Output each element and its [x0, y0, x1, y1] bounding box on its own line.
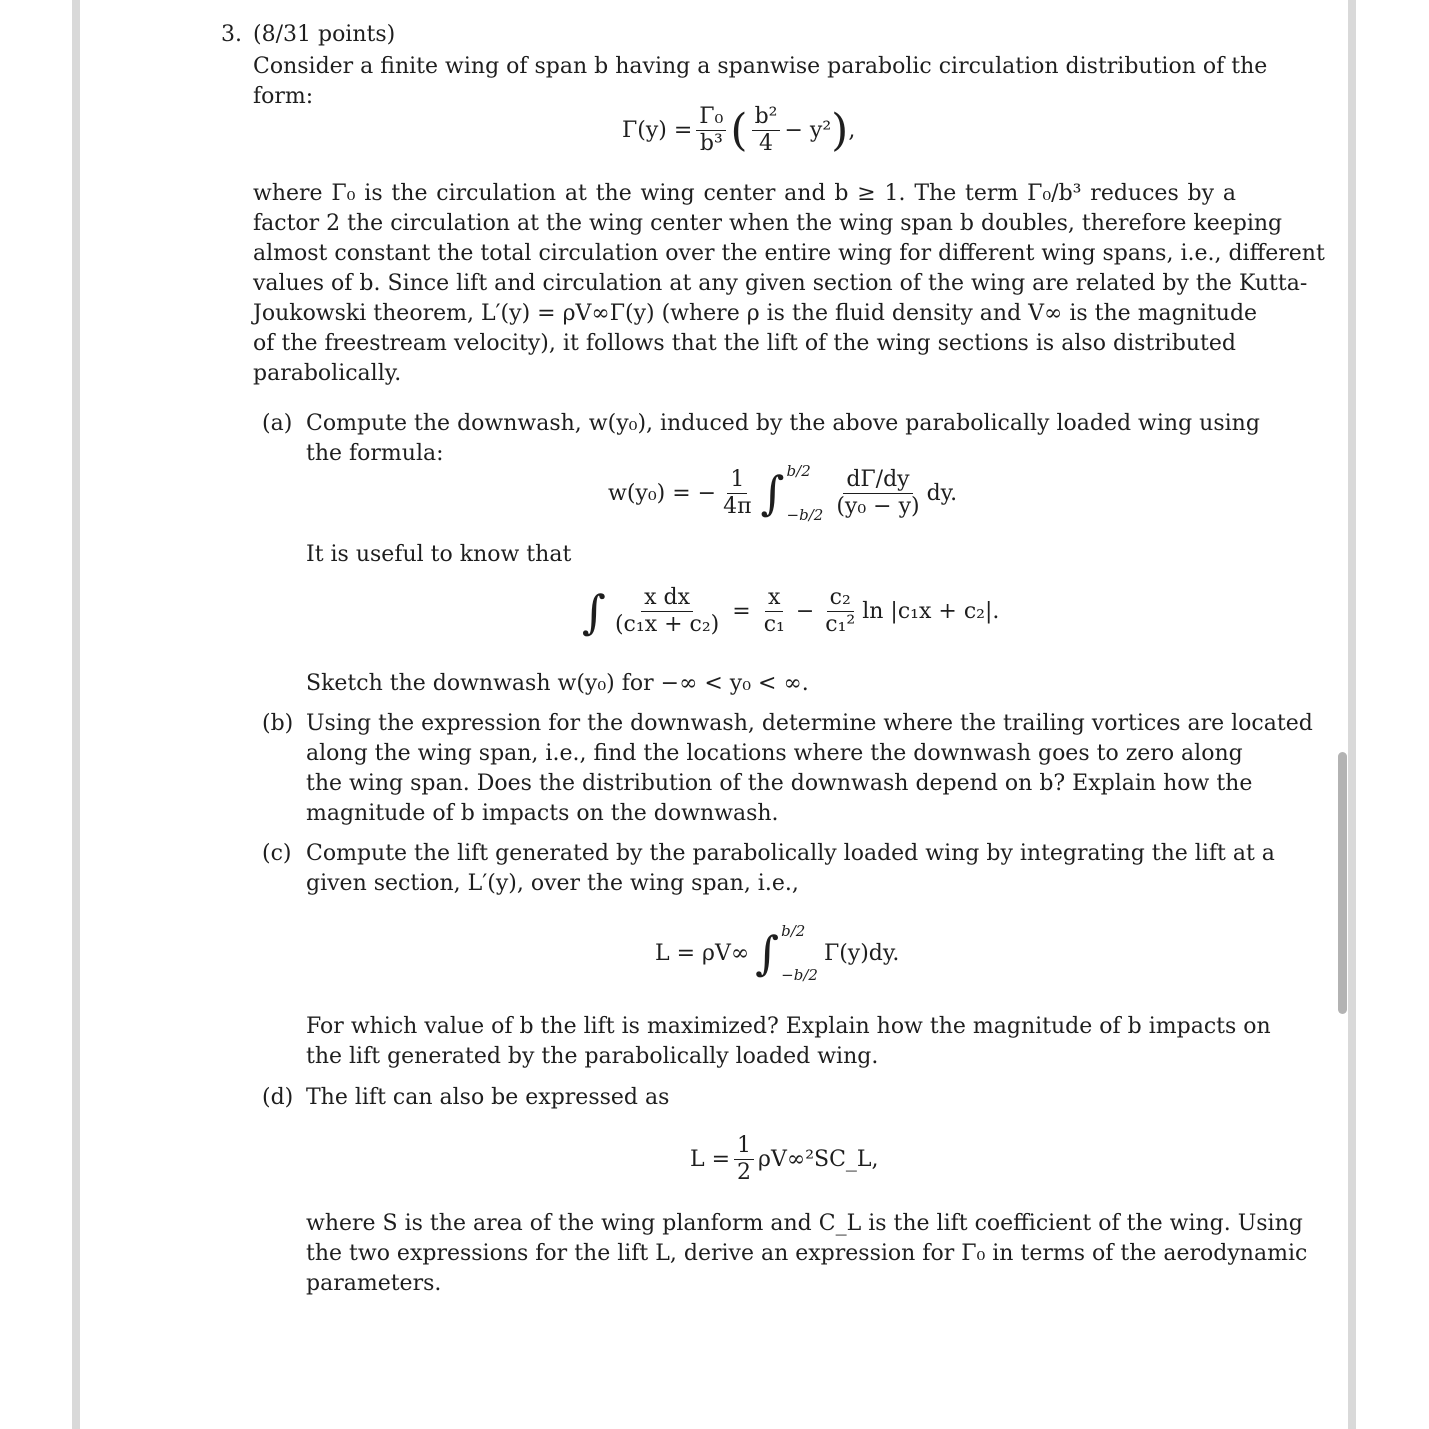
eq-term: ρV∞²SC_L, [758, 1147, 879, 1172]
text-line: For which value of b the lift is maximized? Explain how the magnitude of b impacts on [306, 1014, 1271, 1039]
text-line: factor 2 the circulation at the wing center when the wing span b doubles, therefore keeping [253, 211, 1283, 236]
eq-denominator: c₁ [763, 612, 785, 637]
integral-limits [781, 922, 818, 984]
text-line: It is useful to know that [306, 542, 572, 567]
integral-limits [787, 462, 824, 524]
integral-sign: ∫ [582, 584, 606, 639]
part-b-label: (b) [262, 711, 294, 736]
text-line: of the freestream velocity), it follows that the lift of the wing sections is also distributed [253, 331, 1236, 356]
lower-limit: −b/2 [781, 966, 818, 984]
text-line: form: [253, 84, 314, 109]
equation-lift-coefficient [690, 1133, 879, 1186]
eq-numerator: b² [752, 104, 781, 131]
text-line: Sketch the downwash w(y₀) for −∞ < y₀ < ∞. [306, 671, 809, 696]
eq-numerator: dΓ/dy [843, 467, 912, 494]
text-line: Joukowski theorem, L′(y) = ρV∞Γ(y) (where ρ is the fluid density and V∞ is the magnitude [253, 301, 1258, 326]
text-line: The lift can also be expressed as [306, 1085, 670, 1110]
part-a-label: (a) [262, 411, 293, 436]
text-line: given section, L′(y), over the wing span, i.e., [306, 871, 799, 896]
eq-numerator: Γ₀ [696, 104, 726, 131]
eq-term: dy. [926, 480, 958, 506]
eq-denominator: b³ [699, 131, 723, 156]
eq-term: Γ(y)dy. [823, 940, 900, 966]
eq-lhs: Γ(y) = [622, 118, 693, 143]
text-line: parabolically. [253, 361, 402, 386]
eq-numerator: c₂ [827, 585, 854, 612]
eq-lhs: L = ρV∞ [655, 940, 750, 966]
eq-denominator: 4π [723, 493, 752, 519]
text-line: the two expressions for the lift L, derive an expression for Γ₀ in terms of the aerodynamic [306, 1241, 1308, 1266]
question-points: (8/31 points) [253, 22, 396, 47]
eq-denominator: 2 [737, 1160, 752, 1185]
eq-fraction [696, 104, 726, 157]
equation-circulation [622, 104, 855, 157]
part-c-followup [306, 1012, 1271, 1072]
paren-close: ) [831, 104, 849, 156]
eq-denominator: 4 [759, 131, 774, 156]
part-d-label: (d) [262, 1085, 294, 1110]
text-line: Using the expression for the downwash, determine where the trailing vortices are located [306, 711, 1313, 736]
upper-limit: b/2 [781, 922, 806, 940]
integral-sign: ∫ [760, 466, 785, 520]
question-body [253, 179, 1325, 389]
eq-equals: = [732, 599, 751, 624]
eq-denominator: (y₀ − y) [836, 493, 920, 519]
text-line: almost constant the total circulation over the entire wing for different wing spans, i.e., different [253, 241, 1325, 266]
part-a-text [306, 409, 1260, 469]
question-number: 3. [221, 22, 242, 47]
eq-numerator: 1 [734, 1133, 754, 1160]
eq-denominator: c₁² [825, 612, 856, 637]
eq-denominator: (c₁x + c₂) [614, 612, 720, 637]
eq-fraction [720, 467, 754, 520]
page-shadow-left [72, 0, 80, 1429]
part-d-followup [306, 1209, 1308, 1299]
text-line: magnitude of b impacts on the downwash. [306, 801, 779, 826]
question-intro [253, 52, 1268, 112]
part-a-sketch [306, 669, 1236, 699]
text-line: along the wing span, i.e., find the locations where the downwash goes to zero along [306, 741, 1243, 766]
eq-fraction [612, 585, 722, 638]
part-c-text [306, 839, 1275, 899]
eq-fraction [761, 585, 788, 638]
text-line: where Γ₀ is the circulation at the wing center and b ≥ 1. The term Γ₀/b³ reduces by a [253, 181, 1236, 206]
eq-lhs: L = [690, 1147, 731, 1172]
eq-numerator: 1 [727, 467, 747, 494]
text-line: Consider a finite wing of span b having a spanwise parabolic circulation distribution of the [253, 54, 1268, 79]
eq-numerator: x dx [641, 585, 693, 612]
scrollbar-thumb[interactable] [1338, 752, 1347, 1014]
part-d-text [306, 1083, 1236, 1113]
text-line: parameters. [306, 1271, 442, 1296]
page-shadow-right [1348, 0, 1356, 1429]
text-line: the wing span. Does the distribution of the downwash depend on b? Explain how the [306, 771, 1253, 796]
text-line: values of b. Since lift and circulation at any given section of the wing are related by the Kutta- [253, 271, 1308, 296]
text-line: the lift generated by the parabolically loaded wing. [306, 1044, 879, 1069]
eq-lhs: w(y₀) = − [608, 480, 717, 506]
eq-punct: , [848, 118, 856, 143]
equation-integral-identity [580, 585, 999, 638]
integral-sign: ∫ [755, 926, 780, 980]
lower-limit: −b/2 [786, 506, 824, 524]
eq-fraction [734, 1133, 754, 1186]
eq-fraction [833, 467, 922, 520]
eq-fraction [752, 104, 781, 157]
part-c-label: (c) [262, 841, 292, 866]
eq-term: ln |c₁x + c₂|. [862, 599, 1000, 624]
equation-lift-integral [655, 922, 899, 984]
part-a-useful [306, 540, 1236, 570]
upper-limit: b/2 [786, 462, 811, 480]
part-b-text [306, 709, 1313, 829]
text-line: the formula: [306, 441, 444, 466]
eq-minus: − [795, 599, 815, 624]
text-line: Compute the downwash, w(y₀), induced by the above parabolically loaded wing using [306, 411, 1260, 436]
text-line: Compute the lift generated by the parabolically loaded wing by integrating the lift at a [306, 841, 1275, 866]
eq-term: − y² [784, 118, 832, 143]
text-line: where S is the area of the wing planform and C_L is the lift coefficient of the wing. Using [306, 1211, 1303, 1236]
paren-open: ( [730, 104, 748, 156]
eq-numerator: x [765, 585, 783, 612]
eq-fraction [822, 585, 858, 638]
equation-downwash [608, 462, 957, 524]
